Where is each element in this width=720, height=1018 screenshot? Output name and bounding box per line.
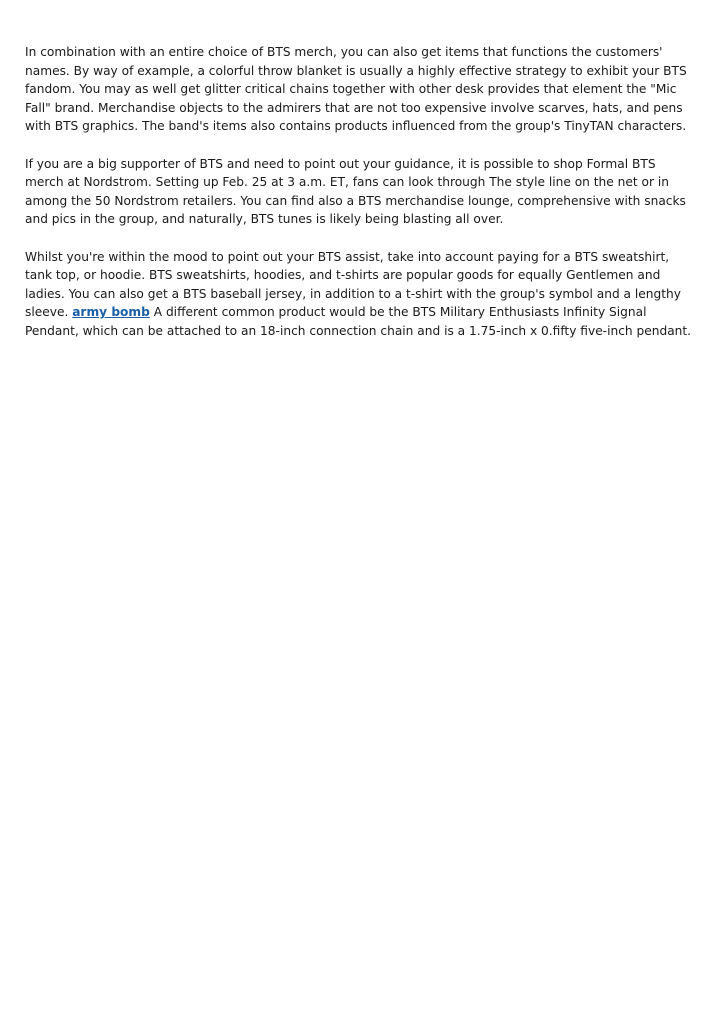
paragraph-1: In combination with an entire choice of BTS merch, you can also get items that functions the customers' names. By way of example, a colorful throw blanket is usually a highly effective strategy to exhibit your BTS fandom. You may as well get glitter critical chains together with other desk provides that element the "Mic Fall" brand. Merchandise objects to the admirers that are not too expensive involve scarves, hats, and pens with BTS graphics. The band's items also contains products influenced from the group's TinyTAN characters.	[25, 45, 687, 134]
paragraph-2: If you are a big supporter of BTS and need to point out your guidance, it is possible to shop Formal BTS merch at Nordstrom. Setting up Feb. 25 at 3 a.m. ET, fans can look through The style line on the net or in among the 50 Nordstrom retailers. You can find also a BTS merchandise lounge, comprehensive with snacks and pics in the group, and naturally, BTS tunes is likely being blasting all over.	[25, 156, 686, 227]
army-bomb-link[interactable]: army bomb	[72, 305, 150, 320]
paragraph-3	[25, 248, 697, 341]
article-body	[25, 43, 697, 359]
paragraph-3-text-before-link: Whilst you're within the mood to point out your BTS assist, take into account paying for a BTS sweatshirt, tank top, or hoodie. BTS sweatshirts, hoodies, and t-shirts are popular goods for equally Gentlemen and ladies. You can also get a BTS baseball jersey, in addition to a t-shirt with the group's symbol and a lengthy sleeve.	[25, 249, 681, 320]
paragraph-3-text-after-link: A different common product would be the BTS Military Enthusiasts Infinity Signal Pendant, which can be attached to an 18-inch connection chain and is a 1.75-inch x 0.fifty five-inch pendant.	[25, 305, 692, 338]
